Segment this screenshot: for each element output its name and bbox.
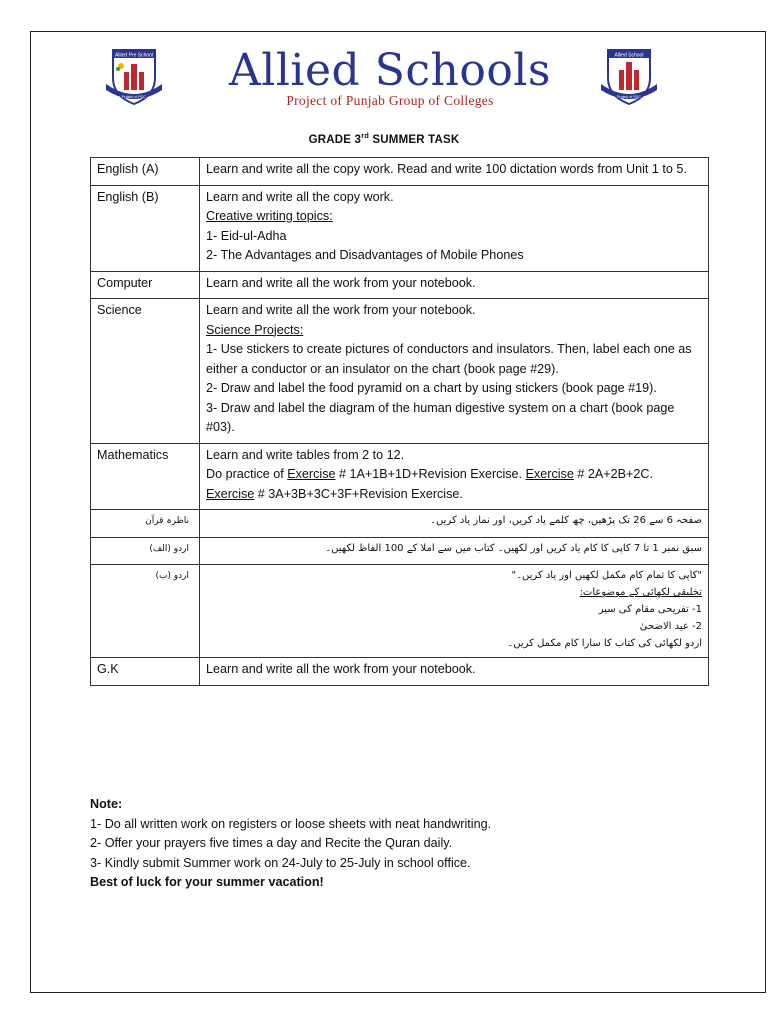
task-cell: Learn and write all the work from your notebook. Science Projects: 1- Use stickers to create pictures of conductors and insulators. Then, label each one as either a conductor or an insulator on the chart (book page #29). 2- Draw and label the food pyramid on a chart by using stickers (book page #19). 3- Draw and label the diagram of the human digestive system on a chart (book page #03).	[200, 299, 709, 444]
task-cell: سبق نمبر 1 تا 7 کاپی کا کام یاد کریں اور لکھیں۔ کتاب میں سے املا کے 100 الفاظ لکھیں۔	[200, 537, 709, 565]
subject-cell: ناظرہ قرآن	[91, 510, 200, 538]
table-row	[91, 510, 709, 538]
brand-subtitle: Project of Punjab Group of Colleges	[286, 93, 494, 108]
task-cell: Learn and write tables from 2 to 12. Do practice of Exercise # 1A+1B+1D+Revision Exercise. Exercise # 2A+2B+2C. Exercise # 3A+3B+3C+3F+Revision Exercise.	[200, 443, 709, 510]
task-cell: Learn and write all the work from your notebook.	[200, 271, 709, 299]
allied-pre-school-logo	[105, 44, 163, 106]
table-row	[91, 565, 709, 658]
brand-title: Allied Schools	[229, 45, 551, 96]
right-logo-text: Allied School	[614, 52, 644, 59]
subject-cell: Mathematics	[91, 443, 200, 510]
task-cell: صفحہ 6 سے 26 تک پڑھیں، چھ کلمے یاد کریں، اور نماز یاد کریں۔	[200, 510, 709, 538]
summer-task-table	[90, 157, 709, 686]
note-item: 3- Kindly submit Summer work on 24-July to 25-July in school office.	[90, 855, 471, 870]
table-row	[91, 443, 709, 510]
table-row	[91, 658, 709, 686]
note-item: 2- Offer your prayers five times a day and Recite the Quran daily.	[90, 836, 453, 850]
task-cell: Learn and write all the work from your notebook.	[200, 658, 709, 686]
closing-message: Best of luck for your summer vacation!	[90, 875, 324, 889]
subject-cell: English (A)	[91, 158, 200, 186]
right-logo-ribbon: Project of PGC	[617, 95, 641, 99]
table-row	[91, 537, 709, 565]
school-header	[105, 44, 665, 110]
task-cell: Learn and write all the copy work. Read and write 100 dictation words from Unit 1 to 5.	[200, 158, 709, 186]
subject-cell: G.K	[91, 658, 200, 686]
subject-cell: Science	[91, 299, 200, 444]
task-cell: "کاپی کا تمام کام مکمل لکھیں اور یاد کریں۔" تخلیقی لکھائی کے موضوعات: 1- تفریحی مقام کی سیر 2- عید الاضحیٰ اردو لکھائی کی کتاب کا سارا کام مکمل کریں۔	[200, 565, 709, 658]
document-title: GRADE 3rd SUMMER TASK	[308, 131, 460, 146]
subject-cell: English (B)	[91, 185, 200, 271]
subject-cell: اردو (ب)	[91, 565, 200, 658]
notes-section	[90, 795, 710, 893]
subject-cell: Computer	[91, 271, 200, 299]
table-row	[91, 185, 709, 271]
table-row	[91, 271, 709, 299]
left-logo-ribbon: Project of PGC	[122, 95, 146, 99]
left-logo-text: Allied Pre School	[114, 52, 154, 59]
notes-heading: Note:	[90, 797, 123, 811]
allied-school-logo	[600, 44, 658, 106]
table-row	[91, 299, 709, 444]
table-row	[91, 158, 709, 186]
note-item: 1- Do all written work on registers or loose sheets with neat handwriting.	[90, 816, 492, 831]
subject-cell: اردو (الف)	[91, 537, 200, 565]
task-cell: Learn and write all the copy work. Creative writing topics: 1- Eid-ul-Adha 2- The Advantages and Disadvantages of Mobile Phones	[200, 185, 709, 271]
